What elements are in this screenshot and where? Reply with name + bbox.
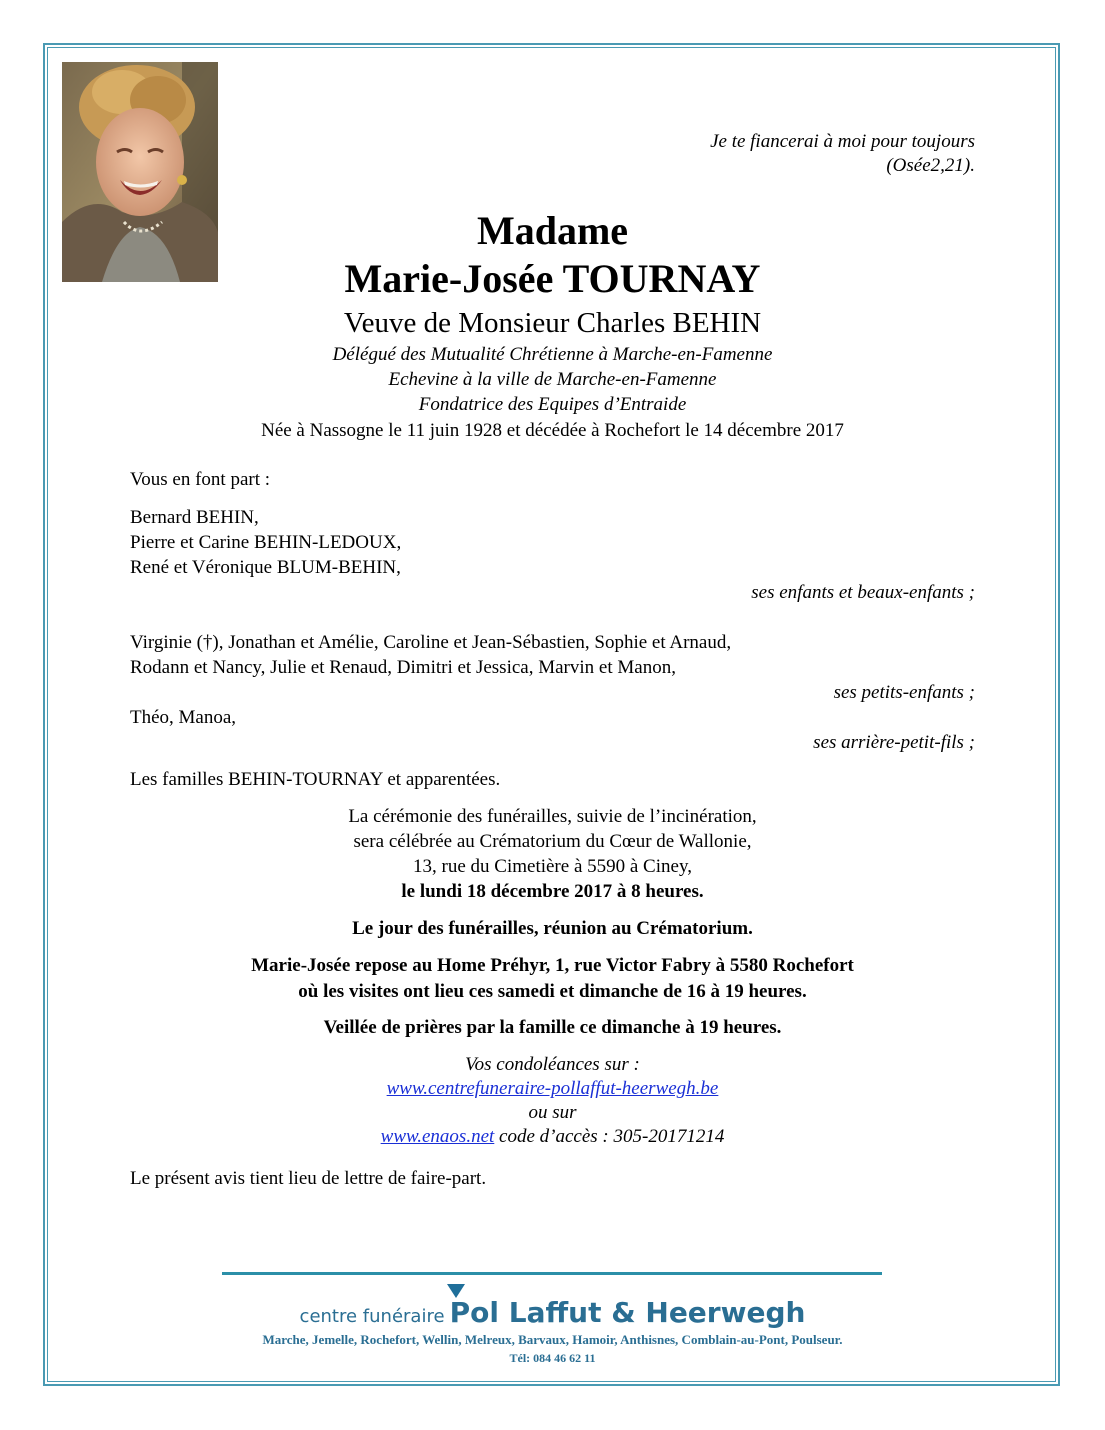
list-item: Virginie (†), Jonathan et Amélie, Caroline et Jean-Sébastien, Sophie et Arnaud, — [130, 632, 732, 653]
condolences-or: ou sur — [528, 1102, 577, 1123]
logo-brand: Pol Laffut & Heerwegh — [449, 1296, 806, 1329]
visits-line: où les visites ont lieu ces samedi et dimanche de 16 à 19 heures. — [298, 981, 807, 1002]
closing-note: Le présent avis tient lieu de lettre de faire-part. — [130, 1168, 487, 1189]
children-relation: ses enfants et beaux-enfants ; — [751, 582, 975, 603]
visits-line: Marie-Josée repose au Home Préhyr, 1, rue Victor Fabry à 5580 Rochefort — [251, 955, 854, 976]
footer-phone: Tél: 084 46 62 11 — [509, 1351, 596, 1365]
access-code: code d’accès : 305-20171214 — [494, 1126, 725, 1147]
condolences-intro: Vos condoléances sur : — [465, 1054, 640, 1075]
ceremony-line: 13, rue du Cimetière à 5590 à Ciney, — [413, 856, 692, 877]
ceremony-date: le lundi 18 décembre 2017 à 8 heures. — [401, 881, 704, 902]
epigraph-reference: (Osée2,21). — [886, 155, 975, 176]
logo-prefix: centre funéraire — [299, 1306, 445, 1327]
list-item: Bernard BEHIN, — [130, 507, 259, 528]
ceremony-line: La cérémonie des funérailles, suivie de l’incinération, — [348, 806, 757, 827]
condolences-block — [60, 1053, 1045, 1149]
birth-death-dates: Née à Nassogne le 11 juin 1928 et décédée à Rochefort le 14 décembre 2017 — [261, 420, 844, 441]
announcement: Vous en font part : — [130, 469, 271, 490]
enaos-link[interactable]: www.enaos.net — [380, 1126, 495, 1147]
role-item: Echevine à la ville de Marche-en-Famenne — [388, 369, 717, 390]
vigil-notice: Veillée de prières par la famille ce dimanche à 19 heures. — [323, 1017, 782, 1038]
gathering-notice: Le jour des funérailles, réunion au Crématorium. — [352, 918, 753, 939]
great-grandchildren-list: Théo, Manoa, — [130, 707, 237, 728]
grandchildren-list — [130, 630, 731, 680]
role-item: Fondatrice des Equipes d’Entraide — [418, 394, 687, 415]
children-list — [130, 505, 401, 580]
list-item: René et Véronique BLUM-BEHIN, — [130, 557, 401, 578]
families-line: Les familles BEHIN-TOURNAY et apparentées. — [130, 769, 501, 790]
grandchildren-relation: ses petits-enfants ; — [833, 682, 975, 703]
role-item: Délégué des Mutualité Chrétienne à Marche-en-Famenne — [332, 344, 773, 365]
roles-list — [60, 342, 1045, 417]
funeral-home-logo — [60, 1296, 1045, 1329]
ceremony-line: sera célébrée au Crématorium du Cœur de Wallonie, — [353, 831, 752, 852]
epigraph — [710, 130, 975, 178]
list-item: Pierre et Carine BEHIN-LEDOUX, — [130, 532, 402, 553]
widow-of: Veuve de Monsieur Charles BEHIN — [343, 307, 762, 339]
deceased-name: Marie-Josée TOURNAY — [344, 256, 761, 301]
title-salutation: Madame — [476, 208, 629, 253]
footer-locations: Marche, Jemelle, Rochefort, Wellin, Melreux, Barvaux, Hamoir, Anthisnes, Comblain-au-Pont, Poulseur. — [262, 1332, 843, 1347]
funeral-home-link[interactable]: www.centrefuneraire-pollaffut-heerwegh.be — [386, 1078, 719, 1099]
list-item: Rodann et Nancy, Julie et Renaud, Dimitri et Jessica, Marvin et Manon, — [130, 657, 676, 678]
ceremony-block — [60, 804, 1045, 904]
great-grandchildren-relation: ses arrière-petit-fils ; — [813, 732, 975, 753]
epigraph-quote: Je te fiancerai à moi pour toujours — [710, 131, 975, 152]
visits-block — [60, 953, 1045, 1005]
footer-divider — [222, 1272, 882, 1275]
